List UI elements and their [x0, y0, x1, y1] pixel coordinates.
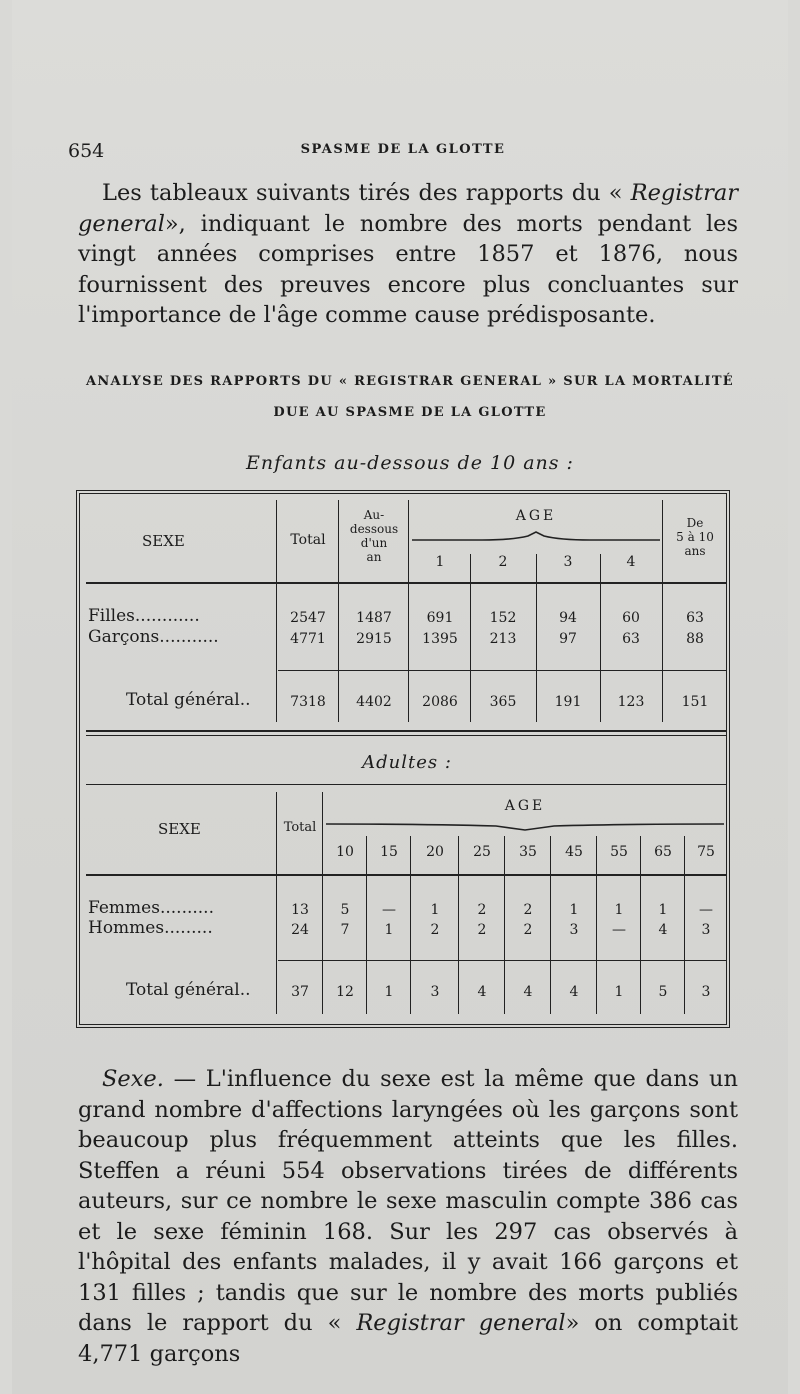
adults-total-cell: 1 [384, 984, 394, 1000]
adults-total-cell: 1 [614, 984, 624, 1000]
children-cell: 1395 [422, 631, 458, 647]
children-cell: 97 [559, 631, 577, 647]
adults-cell: 2 [523, 902, 533, 918]
adults-cell: 5 [340, 902, 350, 918]
children-cell: 2915 [356, 631, 392, 647]
rule [410, 836, 411, 1014]
adults-age-col: 45 [565, 844, 583, 860]
adults-cell: 4 [658, 922, 668, 938]
rule [276, 500, 277, 722]
adults-total-header: Total [283, 820, 317, 835]
adults-total-cell: 12 [336, 984, 354, 1000]
adults-age-brace [326, 818, 724, 832]
adults-age-col: 75 [697, 844, 715, 860]
adults-cell: 3 [569, 922, 579, 938]
adults-age-col: 65 [654, 844, 672, 860]
children-cell: 4771 [290, 631, 326, 647]
adults-cell: 7 [340, 922, 350, 938]
children-age-col-4: 4 [626, 554, 636, 570]
adults-cell: 2 [477, 922, 487, 938]
adults-age-col: 25 [473, 844, 491, 860]
adults-cell: 1 [430, 902, 440, 918]
intro-paragraph [78, 178, 738, 331]
running-title: SPASME DE LA GLOTTE [300, 142, 506, 157]
adults-age-col: 55 [610, 844, 628, 860]
adults-age-col: 15 [380, 844, 398, 860]
children-five-to-ten-header: De 5 à 10 ans [676, 516, 714, 558]
adults-cell: — [699, 902, 713, 918]
rule [458, 836, 459, 1014]
adults-total-cell: 4 [523, 984, 533, 1000]
adults-age-header: AGE [504, 798, 546, 814]
children-under-one-header: Au- dessous d'un an [349, 508, 399, 564]
children-total-label: Total général.. [126, 690, 251, 710]
rule [596, 836, 597, 1014]
adults-cell: 24 [291, 922, 309, 938]
children-sexe-header: SEXE [142, 532, 185, 550]
sexe-registrar: Registrar general [356, 1310, 566, 1336]
adults-row-femmes-label: Femmes.......... [88, 898, 214, 918]
children-row-garcons-label: Garçons........... [88, 627, 219, 647]
sexe-paragraph [78, 1064, 738, 1369]
rule [504, 836, 505, 1014]
children-cell: 60 [622, 610, 640, 626]
sexe-text-1: — L'influence du sexe est la même que dans un grand nombre d'affections laryngées où les garçons sont beaucoup plus fréquemment atteints que les filles. Steffen a réuni 554 observations tirées de différents auteurs, sur ce nombre le sexe masculin compte 386 cas et le sexe féminin 168. Sur les 297 cas observés à l'hôpital des enfants malades, il y avait 166 garçons et 131 filles ; tandis que sur le nombre des morts publiés dans le rapport du « [78, 1066, 738, 1336]
adults-total-cell: 5 [658, 984, 668, 1000]
adults-cell: 1 [658, 902, 668, 918]
adults-total-cell: 37 [291, 984, 309, 1000]
rule [408, 500, 409, 722]
children-cell: 213 [489, 631, 517, 647]
sexe-heading: Sexe. [102, 1066, 164, 1092]
children-cell: 2547 [290, 610, 326, 626]
rule [322, 792, 323, 1014]
intro-text-before: Les tableaux suivants tirés des rapports du « [102, 180, 623, 206]
rule [86, 735, 726, 736]
adults-total-cell: 3 [430, 984, 440, 1000]
adults-sexe-header: SEXE [158, 820, 201, 838]
children-cell: 691 [426, 610, 454, 626]
rule [278, 670, 726, 671]
children-total-cell: 7318 [290, 694, 326, 710]
rule [276, 792, 277, 1014]
table-title-line-2: DUE AU SPASME DE LA GLOTTE [273, 405, 547, 420]
rule [640, 836, 641, 1014]
adults-total-label: Total général.. [126, 980, 251, 1000]
children-total-cell: 151 [681, 694, 709, 710]
adults-cell: 1 [569, 902, 579, 918]
book-page [12, 0, 788, 1394]
children-cell: 94 [559, 610, 577, 626]
adults-total-cell: 4 [477, 984, 487, 1000]
rule [86, 784, 726, 785]
children-cell: 152 [489, 610, 517, 626]
rule [550, 836, 551, 1014]
children-total-cell: 191 [554, 694, 582, 710]
adults-cell: 2 [477, 902, 487, 918]
rule [662, 500, 663, 722]
children-total-cell: 365 [489, 694, 517, 710]
rule [366, 836, 367, 1014]
children-cell: 1487 [356, 610, 392, 626]
adults-cell: 3 [701, 922, 711, 938]
table-title-line-1: ANALYSE DES RAPPORTS DU « REGISTRAR GENERAL » SUR LA MORTALITÉ [85, 374, 735, 389]
children-age-brace [412, 530, 660, 544]
sexe-text-2: » on comptait 4,771 garçons [78, 1310, 739, 1367]
adults-total-cell: 3 [701, 984, 711, 1000]
rule [86, 874, 726, 876]
adults-cell: — [382, 902, 396, 918]
children-cell: 63 [686, 610, 704, 626]
children-subtitle: Enfants au-dessous de 10 ans : [246, 452, 574, 474]
rule [684, 836, 685, 1014]
adults-cell: 13 [291, 902, 309, 918]
children-age-col-3: 3 [563, 554, 573, 570]
adults-cell: — [612, 922, 626, 938]
children-age-col-2: 2 [498, 554, 508, 570]
intro-registrar: Registrar general [78, 180, 739, 237]
children-row-filles-label: Filles............ [88, 606, 200, 626]
children-cell: 63 [622, 631, 640, 647]
children-age-col-1: 1 [435, 554, 445, 570]
adults-cell: 1 [384, 922, 394, 938]
adults-row-hommes-label: Hommes......... [88, 918, 213, 938]
mortality-table [76, 490, 730, 1028]
children-cell: 88 [686, 631, 704, 647]
children-total-cell: 123 [617, 694, 645, 710]
intro-text-after: », indiquant le nombre des morts pendant les vingt années comprises entre 1857 et 1876, nous fournissent des preuves encore plus concluantes sur l'importance de l'âge comme cause prédisposante. [78, 210, 738, 328]
children-total-cell: 4402 [356, 694, 392, 710]
rule [86, 730, 726, 732]
adults-total-cell: 4 [569, 984, 579, 1000]
adults-cell: 2 [523, 922, 533, 938]
adults-age-col: 20 [426, 844, 444, 860]
children-total-header: Total [290, 532, 326, 548]
rule [86, 582, 726, 584]
running-head [68, 140, 738, 164]
page-number: 654 [68, 140, 105, 162]
rule [338, 500, 339, 722]
children-age-header: AGE [515, 508, 557, 524]
adults-age-col: 10 [336, 844, 354, 860]
children-total-cell: 2086 [422, 694, 458, 710]
rule [278, 960, 726, 961]
adults-subtitle: Adultes : [362, 752, 452, 773]
adults-age-col: 35 [519, 844, 537, 860]
adults-cell: 1 [614, 902, 624, 918]
adults-cell: 2 [430, 922, 440, 938]
